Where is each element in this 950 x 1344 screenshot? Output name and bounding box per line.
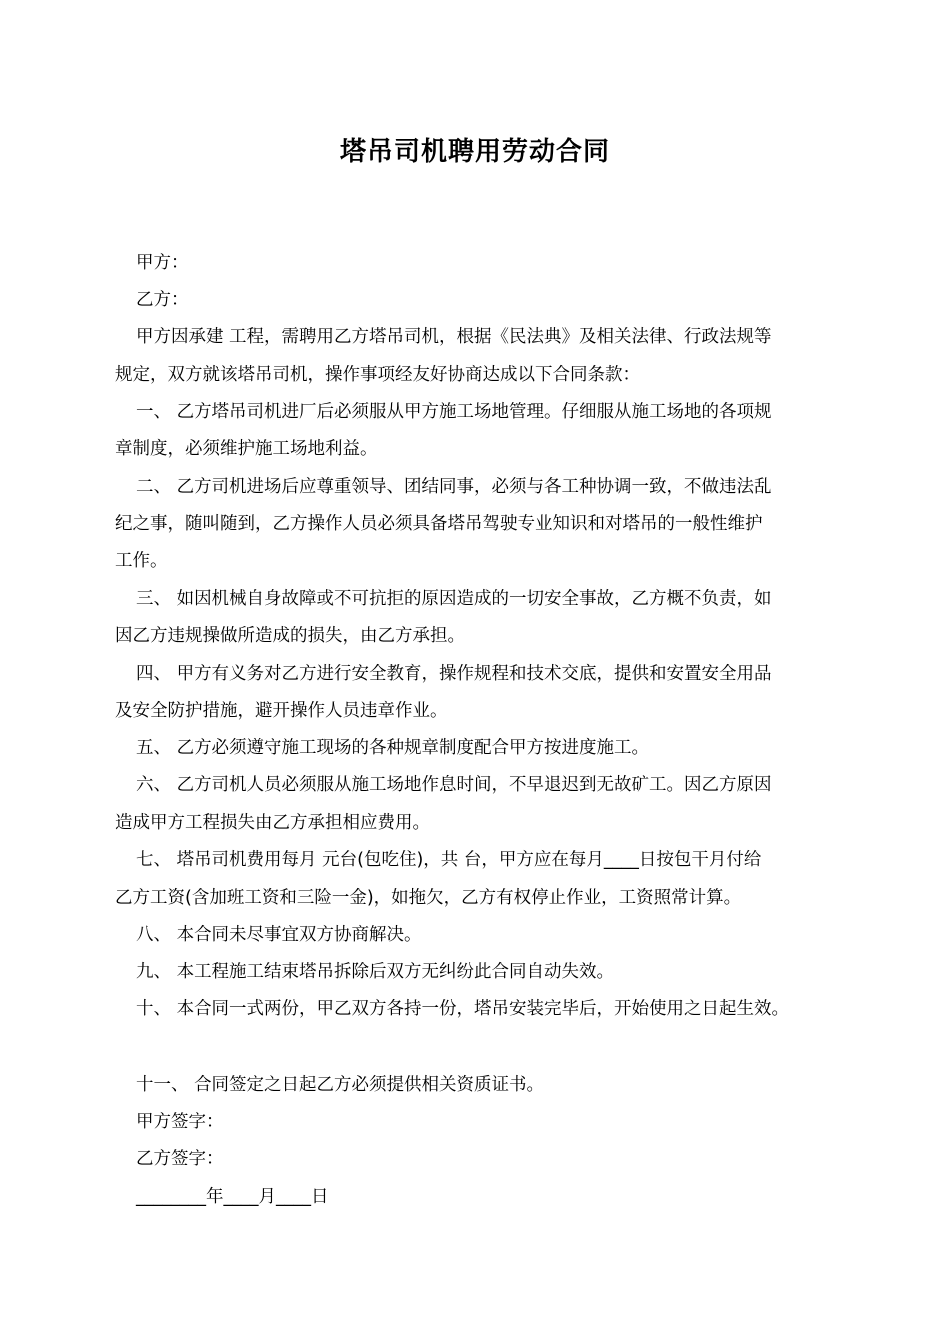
clause-2-line-2: 纪之事，随叫随到，乙方操作人员必须具备塔吊驾驶专业知识和对塔吊的一般性维护 bbox=[115, 514, 763, 534]
intro-line-2: 规定，双方就该塔吊司机，操作事项经友好协商达成以下合同条款： bbox=[115, 365, 640, 385]
clause-1-line-1: 一、 乙方塔吊司机进厂后必须服从甲方施工场地管理。仔细服从施工场地的各项规 bbox=[136, 402, 772, 422]
clause-6-line-2: 造成甲方工程损失由乙方承担相应费用。 bbox=[115, 813, 430, 833]
clause-3-line-1: 三、 如因机械自身故障或不可抗拒的原因造成的一切安全事故，乙方概不负责，如 bbox=[136, 589, 772, 609]
clause-1-line-2: 章制度，必须维护施工场地利益。 bbox=[115, 439, 378, 459]
party-a-signature: 甲方签字： bbox=[136, 1112, 224, 1132]
clause-9-line-1: 九、 本工程施工结束塔吊拆除后双方无纠纷此合同自动失效。 bbox=[136, 962, 615, 982]
clause-3-line-2: 因乙方违规操做所造成的损失，由乙方承担。 bbox=[115, 626, 465, 646]
clause-10-line-1: 十、 本合同一式两份，甲乙双方各持一份，塔吊安装完毕后，开始使用之日起生效。 bbox=[136, 999, 790, 1019]
intro-line-1: 甲方因承建 工程，需聘用乙方塔吊司机，根据《民法典》及相关法律、行政法规等 bbox=[136, 327, 772, 347]
clause-4-line-2: 及安全防护措施，避开操作人员违章作业。 bbox=[115, 701, 448, 721]
party-a-line: 甲方： bbox=[136, 253, 189, 273]
clause-8-line-1: 八、 本合同未尽事宜双方协商解决。 bbox=[136, 925, 422, 945]
document-title: 塔吊司机聘用劳动合同 bbox=[339, 137, 610, 167]
clause-4-line-1: 四、 甲方有义务对乙方进行安全教育，操作规程和技术交底，提供和安置安全用品 bbox=[136, 664, 772, 684]
clause-2-line-1: 二、 乙方司机进场后应尊重领导、团结同事，必须与各工种协调一致，不做违法乱 bbox=[136, 477, 772, 497]
clause-7-line-2: 乙方工资(含加班工资和三险一金)，如拖欠，乙方有权停止作业，工资照常计算。 bbox=[115, 888, 742, 908]
clause-11-line-1: 十一、 合同签定之日起乙方必须提供相关资质证书。 bbox=[136, 1075, 545, 1095]
date-line: ________年____月____日 bbox=[136, 1187, 329, 1207]
party-b-line: 乙方： bbox=[136, 290, 189, 310]
clause-2-line-3: 工作。 bbox=[115, 551, 168, 571]
clause-5-line-1: 五、 乙方必须遵守施工现场的各种规章制度配合甲方按进度施工。 bbox=[136, 738, 650, 758]
clause-6-line-1: 六、 乙方司机人员必须服从施工场地作息时间，不早退迟到无故矿工。因乙方原因 bbox=[136, 775, 772, 795]
party-b-signature: 乙方签字： bbox=[136, 1149, 224, 1169]
clause-7-line-1: 七、 塔吊司机费用每月 元台(包吃住)，共 台，甲方应在每月____日按包干月付给 bbox=[136, 850, 762, 870]
